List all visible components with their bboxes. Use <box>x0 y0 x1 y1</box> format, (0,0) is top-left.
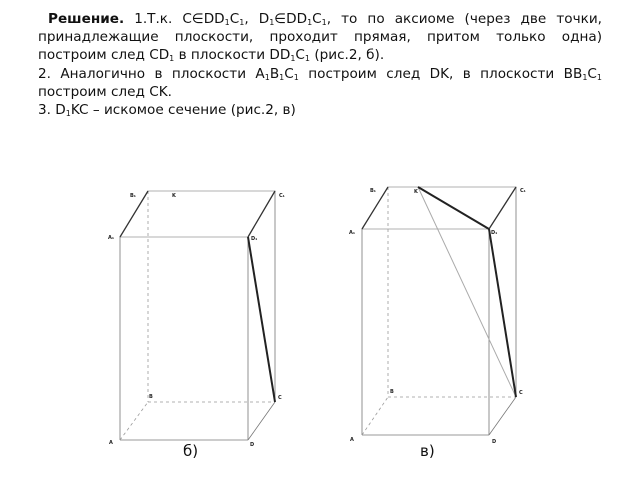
subscript: 1 <box>293 72 299 82</box>
label-b1: B₁ <box>370 188 377 194</box>
label-a1: A₁ <box>349 230 356 236</box>
label-d: D <box>250 442 255 448</box>
subscript: 1 <box>239 18 245 27</box>
label-b: B <box>149 394 153 400</box>
subscript: 1 <box>321 18 327 27</box>
paragraph-1-body: 1.Т.к. $C\in DD_1C_1$, $D_1\in DD_1C_1$, то по аксиоме (через две точки, принадлежащие плоскости, проходит прямая, притом только одна) построим след $CD_1$ в плоскости $DD_1C_1$ (рис.2, б). <box>38 11 602 64</box>
label-d1: D₁ <box>491 230 498 236</box>
label-b: B <box>390 389 394 395</box>
figure-caption-v: в) <box>420 442 435 460</box>
trace-c-d1 <box>248 237 275 402</box>
label-c: C <box>278 395 282 401</box>
prism-labels-v <box>349 188 526 445</box>
edge-d-c <box>489 397 516 435</box>
subscript: 1 <box>290 54 296 64</box>
label-a: A <box>350 437 354 443</box>
hidden-edge-a-b <box>120 402 148 440</box>
subscript: 1 <box>304 54 310 64</box>
trace-c-k <box>418 187 516 397</box>
label-a1: A₁ <box>108 235 115 241</box>
prism-figure-b <box>120 191 275 440</box>
subscript: 1 <box>224 18 230 27</box>
subscript: 1 <box>596 72 602 82</box>
label-b1: B₁ <box>130 193 137 199</box>
subscript: 1 <box>169 54 175 64</box>
label-c1: C₁ <box>279 193 285 199</box>
paragraph-3: 3. $D_1KC$ – искомое сечение (рис.2, в) <box>38 102 296 119</box>
label-c: C <box>519 390 523 396</box>
subscript: 1 <box>582 72 588 82</box>
subscript: 1 <box>269 18 275 27</box>
solution-heading: Решение. <box>48 11 125 27</box>
hidden-edge-a-b <box>362 397 388 435</box>
edge-d1-c1-bold <box>248 191 275 237</box>
edge-d1-c1-bold <box>489 187 516 229</box>
trace-d1-k <box>418 187 489 229</box>
edge-d-c <box>248 402 275 440</box>
label-a: A <box>109 440 113 446</box>
label-k: K <box>414 189 418 195</box>
label-d: D <box>492 439 497 445</box>
subscript: 1 <box>65 109 71 119</box>
prism-figure-v <box>362 187 516 435</box>
subscript: 1 <box>264 72 270 82</box>
label-c1: C₁ <box>520 188 526 194</box>
figure-caption-b: б) <box>183 442 199 460</box>
prism-labels-b <box>108 193 285 448</box>
subscript: 1 <box>279 72 285 82</box>
label-k: K <box>172 193 176 199</box>
trace-c-d1 <box>489 229 516 397</box>
label-d1: D₁ <box>251 236 258 242</box>
subscript: 1 <box>307 18 313 27</box>
paragraph-2: 2. Аналогично в плоскости $A_1B_1C_1$ построим след DK, в плоскости $BB_1C_1$ построим след CK. <box>38 65 602 100</box>
